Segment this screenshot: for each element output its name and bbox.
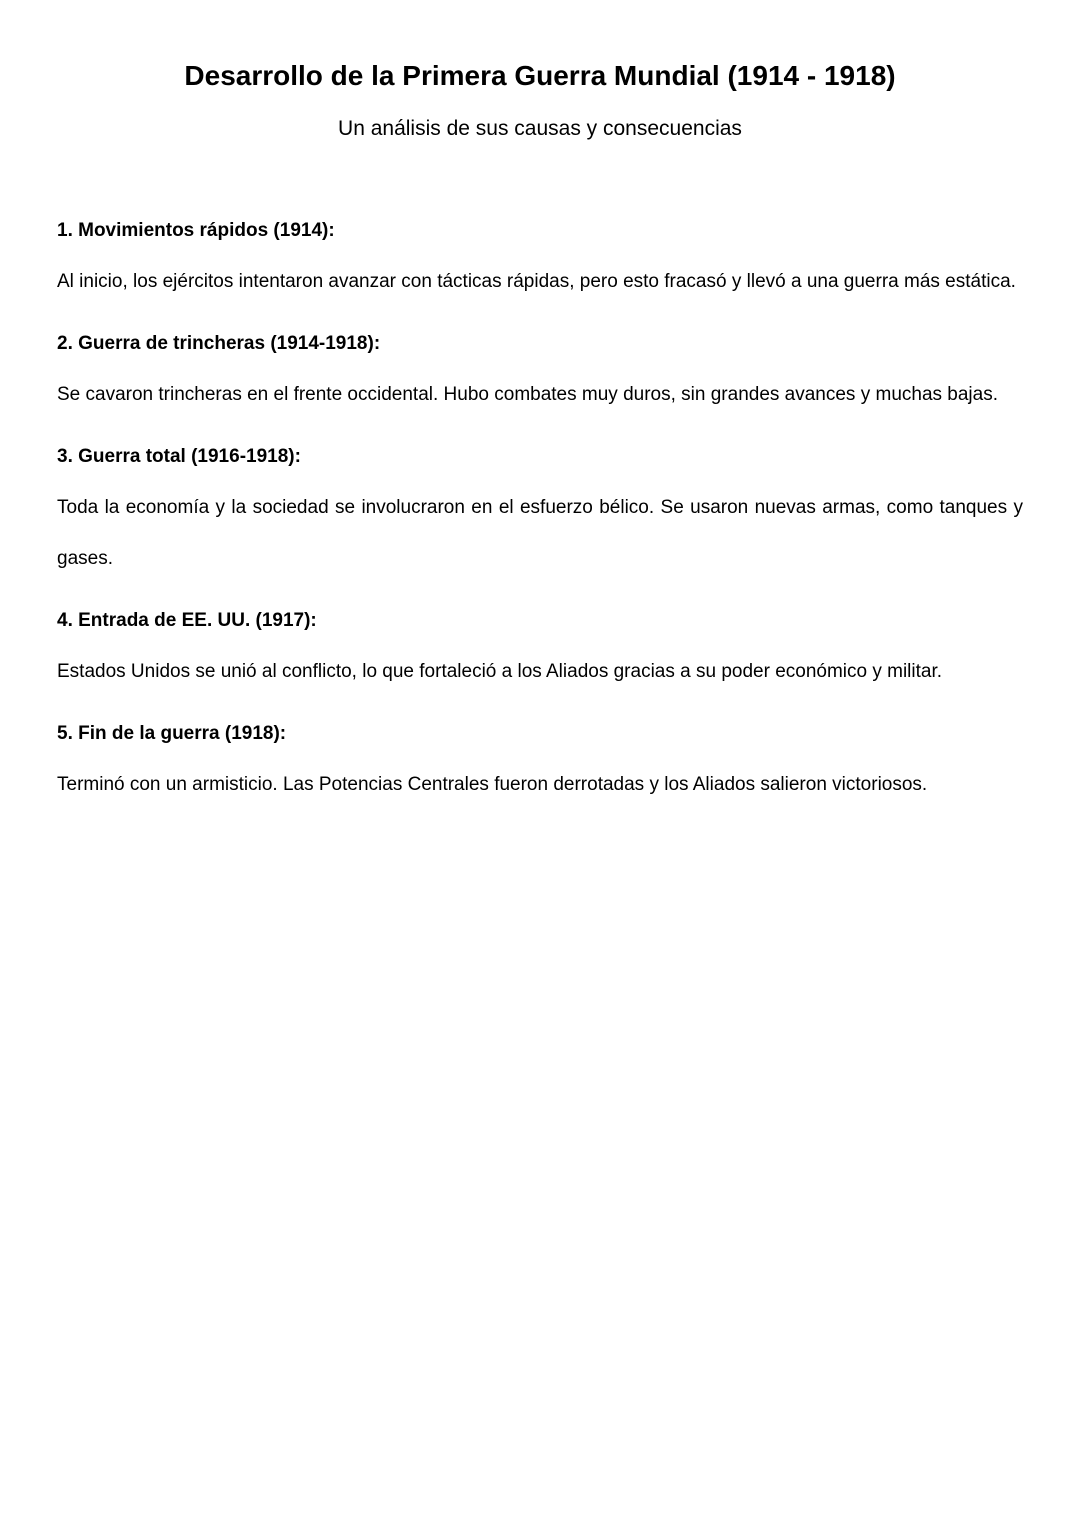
section-heading: 3. Guerra total (1916-1918): (57, 446, 301, 467)
section-entrada-de-eeuu (57, 606, 1023, 697)
section-body: Terminó con un armisticio. Las Potencias Centrales fueron derrotadas y los Aliados salieron victoriosos. (57, 774, 928, 795)
section-body: Estados Unidos se unió al conflicto, lo que fortaleció a los Aliados gracias a su poder económico y militar. (57, 661, 943, 682)
section-body: Toda la economía y la sociedad se involucraron en el esfuerzo bélico. Se usaron nuevas armas, como tanques y gases. (57, 497, 1023, 569)
section-heading: 2. Guerra de trincheras (1914-1918): (57, 333, 381, 354)
sections-list (57, 216, 1023, 832)
section-guerra-total (57, 442, 1023, 584)
document-subtitle: Un análisis de sus causas y consecuencias (338, 117, 742, 140)
section-body: Se cavaron trincheras en el frente occidental. Hubo combates muy duros, sin grandes avances y muchas bajas. (57, 384, 999, 405)
section-body: Al inicio, los ejércitos intentaron avanzar con tácticas rápidas, pero esto fracasó y llevó a una guerra más estática. (57, 271, 1016, 292)
section-heading: 4. Entrada de EE. UU. (1917): (57, 610, 317, 631)
section-guerra-de-trincheras (57, 329, 1023, 420)
document-title: Desarrollo de la Primera Guerra Mundial (1914 - 1918) (184, 60, 896, 91)
section-heading: 1. Movimientos rápidos (1914): (57, 220, 335, 241)
section-movimientos-rapidos (57, 216, 1023, 307)
section-heading: 5. Fin de la guerra (1918): (57, 723, 287, 744)
section-fin-de-la-guerra (57, 719, 1023, 810)
